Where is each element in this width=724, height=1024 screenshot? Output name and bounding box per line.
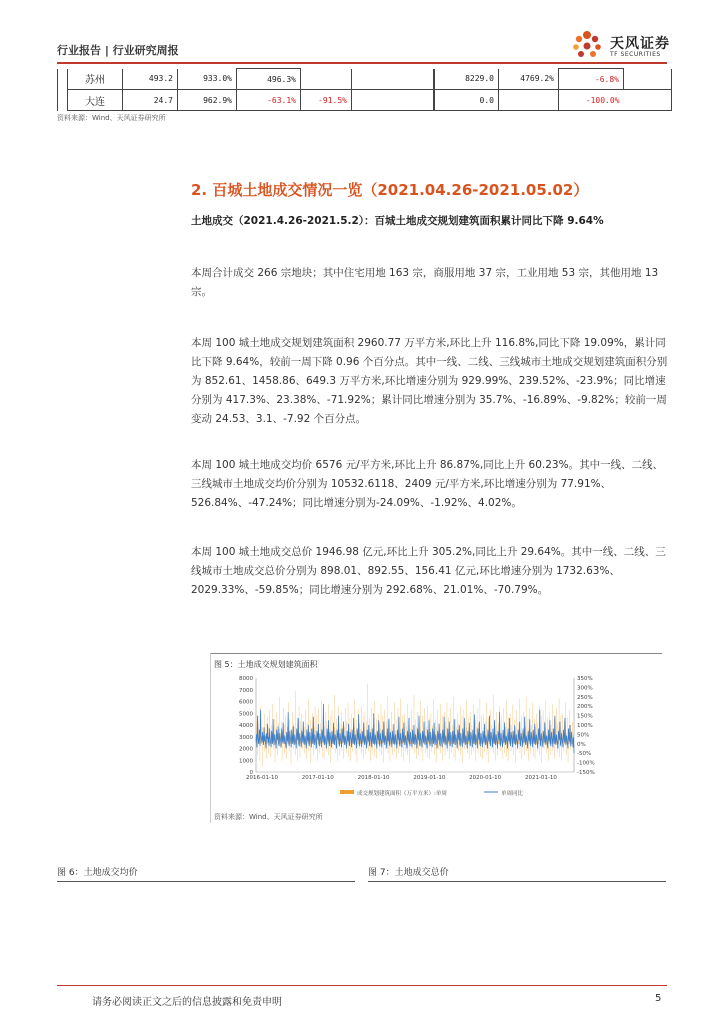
figure6-rule <box>57 881 355 882</box>
chart-right-tick-label: 50% <box>577 732 590 739</box>
chart-x-tick-label: 2021-01-10 <box>524 775 557 781</box>
table-cell <box>624 69 672 90</box>
figure6-caption: 图 6：土地成交均价 <box>57 868 138 878</box>
page-number: 5 <box>655 993 662 1004</box>
chart-x-tick-label: 2020-01-10 <box>469 775 502 781</box>
table-cell: -6.8% <box>559 69 624 90</box>
table-cell <box>624 90 672 111</box>
chart-right-tick-label: 250% <box>577 694 593 701</box>
table-row <box>58 69 672 90</box>
company-logo <box>568 28 678 64</box>
table-cell: 8229.0 <box>435 69 499 90</box>
chart-right-tick-label: -100% <box>577 760 595 767</box>
paragraph-1: 本周合计成交 266 宗地块；其中住宅用地 163 宗，商服用地 37 宗，工业用地 53 宗，其他用地 13 宗。 <box>191 267 659 298</box>
section-subhead: 土地成交（2021.4.26-2021.5.2）：百城土地成交规划建筑面积累计同比下降 9.64% <box>191 215 604 227</box>
chart-right-tick-label: -150% <box>577 770 595 776</box>
footer-disclaimer: 请务必阅读正文之后的信息披露和免责申明 <box>92 997 282 1008</box>
figure5-caption: 图 5：土地成交规划建筑面积 <box>214 660 318 669</box>
table-cell: 493.2 <box>123 69 178 90</box>
header-title: 行业报告 | 行业研究周报 <box>57 44 179 57</box>
table-cell-city: 苏州 <box>68 69 123 90</box>
table-row <box>58 90 672 111</box>
footer-rule <box>57 985 667 986</box>
chart-x-tick-label: 2017-01-10 <box>301 775 334 781</box>
table-cell <box>301 69 352 90</box>
table-cell: -63.1% <box>237 90 301 111</box>
chart-x-tick-label: 2018-01-10 <box>357 775 390 781</box>
table-cell <box>352 90 434 111</box>
chart-right-tick-label: -50% <box>577 751 592 758</box>
chart-right-tick-label: 150% <box>577 713 593 720</box>
chart-right-tick-label: 350% <box>577 676 593 682</box>
chart-left-tick-label: 3000 <box>239 734 253 741</box>
chart-legend-bar-label: 成交规划建筑面积（万平方米）:单周 <box>357 791 447 797</box>
chart-left-tick-label: 4000 <box>239 723 253 729</box>
chart-left-tick-label: 0 <box>249 770 253 776</box>
logo-text-cn: 天风证券 <box>610 36 670 52</box>
paragraph-4: 本周 100 城土地成交总价 1946.98 亿元,环比上升 305.2%,同比上升 29.64%。其中一线、二线、三线城市土地成交总价分别为 898.01、892.55、156.41 亿元,环比增速分别为 1732.63%、2029.33%、-59.85%；同比增速分别为 292.68%、21.01%、-70.79%。 <box>191 546 666 596</box>
chart-right-tick-label: 0% <box>577 741 586 748</box>
table-cell <box>58 90 68 111</box>
chart-right-tick-label: 300% <box>577 685 593 692</box>
land-area-chart <box>222 672 610 806</box>
header-rule <box>57 62 667 64</box>
chart-right-tick-label: 100% <box>577 723 593 729</box>
figure7-rule <box>368 881 666 882</box>
table-cell: 962.9% <box>178 90 237 111</box>
chart-left-tick-label: 7000 <box>239 687 253 694</box>
chart-legend-line-label: 单周同比 <box>501 791 524 797</box>
chart-left-tick-label: 2000 <box>239 746 253 753</box>
figure7-caption: 图 7：土地成交总价 <box>368 868 449 878</box>
table-cell: -100.0% <box>559 90 624 111</box>
figure5-left-rule <box>210 653 211 823</box>
chart-legend-bar-swatch <box>340 790 354 794</box>
section-title: 2. 百城土地成交情况一览（2021.04.26-2021.05.02） <box>191 181 589 199</box>
table-cell: 24.7 <box>123 90 178 111</box>
paragraph-2: 本周 100 城土地成交规划建筑面积 2960.77 万平方米,环比上升 116.8%,同比下降 19.09%，累计同比下降 9.64%，较前一周下降 0.96 个百分点。其中一线、二线、三线城市土地成交规划建筑面积分别为 852.61、1458.86、649.3 万平方米,环比增速分别为 929.99%、239.52%、-23.9%；同比增速分别为 417.3%、23.38%、-71.92%；累计同比增速分别为 35.7%、-16.89%、-9.82%；较前一周变动 24.53、3.1、-7.92 个百分点。 <box>191 337 668 425</box>
chart-left-tick-label: 5000 <box>239 711 253 718</box>
table-cell <box>352 69 434 90</box>
figure5-source: 资料来源：Wind、天风证券研究所 <box>214 813 323 821</box>
chart-left-tick-label: 8000 <box>239 676 253 682</box>
chart-left-tick-label: 1000 <box>239 758 253 765</box>
table-cell: 933.0% <box>178 69 237 90</box>
table-cell: 0.0 <box>435 90 499 111</box>
chart-left-tick-label: 6000 <box>239 699 253 706</box>
table-cell-city: 大连 <box>68 90 123 111</box>
chart-x-tick-label: 2019-01-10 <box>413 775 446 781</box>
table-cell: -91.5% <box>301 90 352 111</box>
logo-mark-icon <box>568 28 606 64</box>
chart-line-series <box>256 704 574 753</box>
logo-text-en: TF SECURITIES <box>610 51 661 58</box>
chart-right-tick-label: 200% <box>577 704 593 711</box>
table-cell: 4769.2% <box>499 69 559 90</box>
figure5-top-rule <box>210 653 662 654</box>
table-cell <box>58 69 68 90</box>
table-cell <box>499 90 559 111</box>
table-cell: 496.3% <box>237 69 301 90</box>
chart-x-tick-label: 2016-01-10 <box>246 775 278 781</box>
data-table <box>57 68 672 111</box>
paragraph-3: 本周 100 城土地成交均价 6576 元/平方米,环比上升 86.87%,同比上升 60.23%。其中一线、二线、三线城市土地成交均价分别为 10532.6118、2409 元/平方米,环比增速分别为 77.91%、526.84%、-47.24%；同比增速分别为-24.09%、-1.92%、4.02%。 <box>191 459 664 509</box>
table-source: 资料来源：Wind、天风证券研究所 <box>57 114 166 122</box>
